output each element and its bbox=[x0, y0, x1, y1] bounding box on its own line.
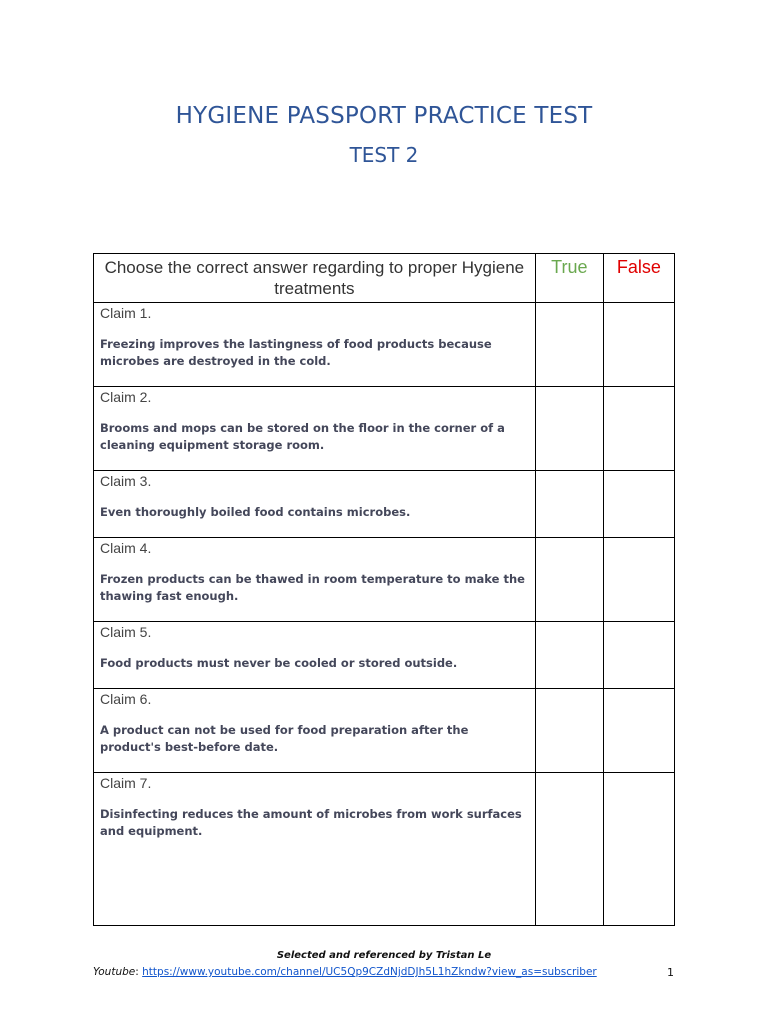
claim-text: Freezing improves the lastingness of food products because microbes are destroyed in the cold. bbox=[100, 337, 492, 368]
true-answer-box[interactable] bbox=[535, 773, 603, 926]
document-subtitle: TEST 2 bbox=[349, 143, 419, 167]
claim-label: Claim 2. bbox=[100, 389, 152, 405]
false-answer-box[interactable] bbox=[603, 622, 674, 689]
claim-cell bbox=[94, 538, 536, 622]
false-answer-box[interactable] bbox=[603, 538, 674, 622]
claim-label: Claim 6. bbox=[100, 691, 152, 707]
footer-credit: Selected and referenced by Tristan Le bbox=[276, 950, 492, 961]
claim-cell bbox=[94, 471, 536, 538]
true-answer-box[interactable] bbox=[535, 622, 603, 689]
true-answer-box[interactable] bbox=[535, 303, 603, 387]
claim-text: Brooms and mops can be stored on the floor in the corner of a cleaning equipment storage room. bbox=[100, 421, 505, 452]
true-column-header: True bbox=[535, 254, 603, 303]
true-answer-box[interactable] bbox=[535, 471, 603, 538]
document-title: HYGIENE PASSPORT PRACTICE TEST bbox=[175, 103, 593, 129]
claim-cell bbox=[94, 689, 536, 773]
table-row bbox=[94, 387, 675, 471]
false-answer-box[interactable] bbox=[603, 471, 674, 538]
table-row bbox=[94, 622, 675, 689]
claim-cell bbox=[94, 622, 536, 689]
true-answer-box[interactable] bbox=[535, 387, 603, 471]
table-row bbox=[94, 689, 675, 773]
footer-youtube-line bbox=[93, 966, 597, 978]
claim-label: Claim 3. bbox=[100, 473, 152, 489]
table-row bbox=[94, 303, 675, 387]
claim-label: Claim 5. bbox=[100, 624, 152, 640]
youtube-label: Youtube bbox=[93, 966, 136, 978]
claim-cell bbox=[94, 303, 536, 387]
claim-text: A product can not be used for food preparation after the product's best-before date. bbox=[100, 723, 469, 754]
claim-text: Disinfecting reduces the amount of microbes from work surfaces and equipment. bbox=[100, 807, 522, 838]
question-header: Choose the correct answer regarding to proper Hygiene treatments bbox=[94, 254, 536, 303]
claim-label: Claim 7. bbox=[100, 775, 152, 791]
true-answer-box[interactable] bbox=[535, 689, 603, 773]
youtube-channel-link[interactable]: https://www.youtube.com/channel/UC5Qp9CZdNjdDJh5L1hZkndw?view_as=subscriber bbox=[142, 966, 597, 978]
false-answer-box[interactable] bbox=[603, 387, 674, 471]
claim-cell bbox=[94, 773, 536, 926]
false-answer-box[interactable] bbox=[603, 773, 674, 926]
claim-text: Even thoroughly boiled food contains microbes. bbox=[100, 505, 411, 519]
false-column-header: False bbox=[603, 254, 674, 303]
claims-table bbox=[93, 253, 675, 926]
youtube-separator: : bbox=[135, 966, 143, 978]
table-row bbox=[94, 471, 675, 538]
claim-label: Claim 4. bbox=[100, 540, 152, 556]
false-answer-box[interactable] bbox=[603, 303, 674, 387]
table-row bbox=[94, 773, 675, 926]
true-answer-box[interactable] bbox=[535, 538, 603, 622]
claim-label: Claim 1. bbox=[100, 305, 152, 321]
false-answer-box[interactable] bbox=[603, 689, 674, 773]
claim-text: Food products must never be cooled or stored outside. bbox=[100, 656, 458, 670]
table-row bbox=[94, 538, 675, 622]
page-number: 1 bbox=[667, 966, 674, 979]
claim-cell bbox=[94, 387, 536, 471]
table-header-row bbox=[94, 254, 675, 303]
claim-text: Frozen products can be thawed in room temperature to make the thawing fast enough. bbox=[100, 572, 525, 603]
